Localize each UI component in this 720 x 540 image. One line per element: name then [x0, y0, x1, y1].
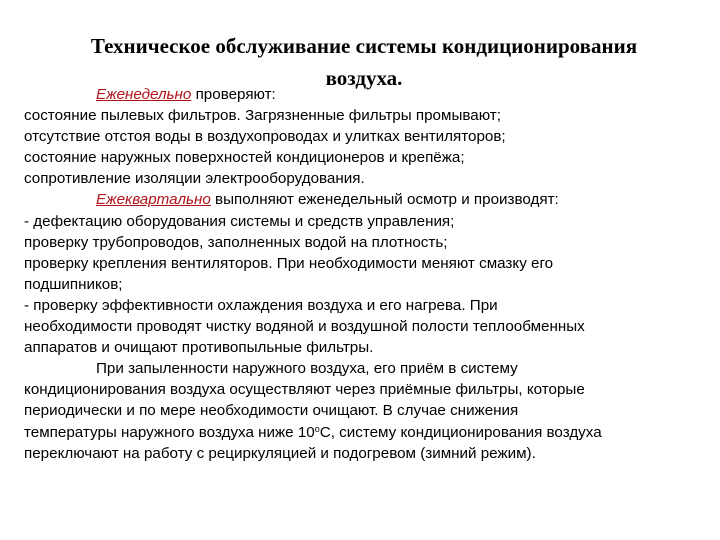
quarterly-emphasis: Ежеквартально [96, 191, 211, 209]
weekly-line-3: состояние наружных поверхностей кондиционеров и крепёжа; [24, 149, 465, 167]
dust-temperature-line [24, 422, 716, 443]
quarterly-lead-line [24, 189, 716, 210]
quarterly-line-1: - дефектацию оборудования системы и средств управления; [24, 212, 455, 230]
weekly-line-4: сопротивление изоляции электрооборудования. [24, 170, 365, 188]
weekly-line-2: отсутствие отстоя воды в воздухопроводах и улитках вентиляторов; [24, 128, 506, 146]
weekly-lead-line [24, 84, 716, 105]
dust-line-1: кондиционирования воздуха осуществляют через приёмные фильтры, которые [24, 381, 585, 399]
weekly-lead-text: проверяют: [191, 86, 276, 103]
quarterly-line-3: проверку крепления вентиляторов. При необходимости меняют смазку его [24, 254, 554, 272]
dust-last-line: переключают на работу с рециркуляцией и подогревом (зимний режим). [24, 444, 536, 462]
degree-superscript: о [314, 423, 320, 434]
quarterly-line-7: аппаратов и очищают противопыльные фильтры. [24, 339, 374, 357]
quarterly-line-4: подшипников; [24, 275, 123, 293]
temperature-text-before: температуры наружного воздуха ниже 10 [24, 423, 315, 441]
dust-lead-line: При запыленности наружного воздуха, его приём в систему [96, 360, 518, 378]
weekly-emphasis: Еженедельно [96, 86, 192, 103]
quarterly-lead-text: выполняют еженедельный осмотр и производят: [210, 191, 559, 209]
quarterly-line-2: проверку трубопроводов, заполненных водой на плотность; [24, 233, 448, 251]
dust-line-2: периодически и по мере необходимости очищают. В случае снижения [24, 402, 519, 420]
slide-body [24, 84, 716, 464]
quarterly-line-5: - проверку эффективности охлаждения воздуха и его нагрева. При [24, 296, 498, 314]
title-line-1: Техническое обслуживание системы кондиционирования [90, 34, 638, 58]
weekly-line-1: состояние пылевых фильтров. Загрязненные фильтры промывают; [24, 107, 501, 125]
quarterly-line-6: необходимости проводят чистку водяной и воздушной полости теплообменных [24, 318, 585, 336]
temperature-text-after: С, систему кондиционирования воздуха [319, 423, 602, 441]
title-line-2: воздуха. [325, 66, 403, 90]
